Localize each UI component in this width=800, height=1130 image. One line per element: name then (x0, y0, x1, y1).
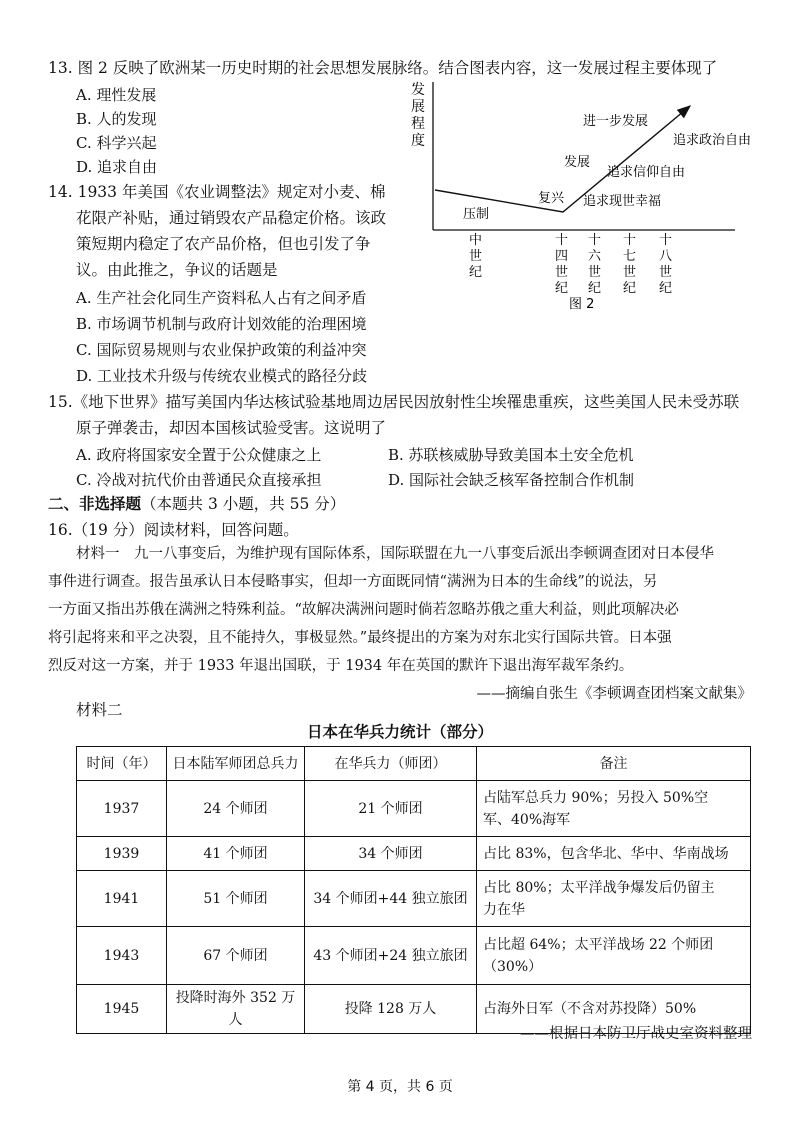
label-further-development: 进一步发展 (583, 114, 649, 129)
cell-year: 1939 (77, 837, 167, 871)
svg-text:四: 四 (555, 249, 569, 264)
table-header-row (77, 747, 751, 781)
x-tick-17th (623, 232, 636, 296)
cell-note: 占比 80%；太平洋战争爆发后仍留主 力在华 (477, 871, 751, 927)
table-row (77, 837, 751, 871)
q14-option-b: B. 市场调节机制与政府计划效能的治理困境 (76, 315, 367, 333)
cell-china: 34 个师团 (305, 837, 477, 871)
svg-text:纪: 纪 (588, 281, 602, 296)
svg-text:世: 世 (659, 265, 673, 280)
svg-text:纪: 纪 (555, 281, 569, 296)
cell-year: 1937 (77, 781, 167, 837)
cell-total: 投降时海外 352 万人 (167, 985, 305, 1034)
cell-note: 占陆军总兵力 90%；另投入 50%空 军、40%海军 (477, 781, 751, 837)
page-number: 第 4 页，共 6 页 (347, 1079, 453, 1095)
q16-stem: 16.（19 分）阅读材料，回答问题。 (48, 521, 299, 539)
table-row (77, 927, 751, 985)
header-note: 备注 (477, 747, 751, 781)
material1-line: 一方面又指出苏俄在满洲之特殊利益。“故解决满洲问题时倘若忽略苏俄之重大利益，则此项解决必 (48, 602, 679, 618)
table-row (77, 781, 751, 837)
y-label-char: 程 (411, 116, 425, 132)
q15-stem-line: 原子弹袭击，却因本国核试验受害。这说明了 (76, 419, 387, 437)
cell-china: 21 个师团 (305, 781, 477, 837)
svg-text:中: 中 (469, 233, 483, 248)
q14-stem-line: 策短期内稳定了农产品价格，但也引发了争 (76, 235, 371, 253)
material1-line: 将引起将来和平之决裂，且不能持久，事极显然。”最终提出的方案为对东北实行国际共管。日本强 (48, 630, 672, 646)
material1-line: 材料一 九一八事变后，为维护现有国际体系，国际联盟在九一八事变后派出李顿调查团对日本侵华 (76, 546, 714, 562)
svg-text:七: 七 (623, 249, 637, 264)
cell-note: 占比超 64%；太平洋战场 22 个师团 （30%） (477, 927, 751, 985)
svg-text:纪: 纪 (623, 281, 637, 296)
troop-statistics-table (76, 746, 751, 1034)
cell-total: 51 个师团 (167, 871, 305, 927)
x-tick-medieval (469, 232, 482, 280)
figure-2-chart (405, 78, 765, 310)
q15-option-a: A. 政府将国家安全置于公众健康之上 (76, 446, 322, 464)
cell-note: 占海外日军（不含对苏投降）50% (477, 985, 751, 1034)
cell-note: 占比 83%，包含华北、华中、华南战场 (477, 837, 751, 871)
cell-total: 41 个师团 (167, 837, 305, 871)
q13-option-b: B. 人的发现 (76, 110, 157, 128)
cell-year: 1941 (77, 871, 167, 927)
svg-text:世: 世 (555, 265, 569, 280)
svg-text:十: 十 (588, 233, 602, 248)
label-political-freedom: 追求政治自由 (673, 133, 752, 148)
figure-caption: 图 2 (569, 297, 595, 310)
q13-option-a: A. 理性发展 (76, 86, 157, 104)
x-tick-14th (555, 232, 568, 296)
q15-option-b: B. 苏联核威胁导致美国本土安全危机 (388, 446, 634, 464)
cell-china: 43 个师团+24 独立旅团 (305, 927, 477, 985)
q14-stem-line: 14. 1933 年美国《农业调整法》规定对小麦、棉 (48, 183, 386, 201)
cell-total: 67 个师团 (167, 927, 305, 985)
q13-stem: 13. 图 2 反映了欧洲某一历史时期的社会思想发展脉络。结合图表内容，这一发展过程主要体现了 (48, 59, 718, 77)
q15-option-d: D. 国际社会缺乏核军备控制合作机制 (388, 471, 635, 489)
x-tick-16th (588, 232, 602, 296)
cell-year: 1943 (77, 927, 167, 985)
table-row (77, 871, 751, 927)
q15-stem-line: 15.《地下世界》描写美国内华达核试验基地周边居民因放射性尘埃罹患重疾，这些美国人民未受苏联 (48, 393, 740, 411)
svg-text:世: 世 (623, 265, 637, 280)
x-tick-18th (659, 232, 672, 296)
q14-option-d: D. 工业技术升级与传统农业模式的路径分歧 (76, 367, 368, 385)
y-label-char: 度 (411, 133, 425, 149)
material2-label: 材料二 (76, 701, 123, 719)
y-label-char: 展 (411, 99, 425, 115)
q13-option-d: D. 追求自由 (76, 158, 158, 176)
table-title: 日本在华兵力统计（部分） (306, 722, 493, 741)
material1-line: 事件进行调查。报告虽承认日本侵略事实，但却一方面既同情“满洲为日本的生命线”的说法，另 (48, 574, 658, 590)
svg-text:世: 世 (469, 249, 483, 264)
q15-option-c: C. 冷战对抗代价由普通民众直接承担 (76, 471, 322, 489)
label-worldly-happiness: 追求现世幸福 (583, 194, 662, 209)
material1-source: ——摘编自张生《李顿调查团档案文献集》 (476, 686, 752, 702)
cell-china: 34 个师团+44 独立旅团 (305, 871, 477, 927)
label-revival: 复兴 (538, 191, 565, 206)
section-2-note: （本题共 3 小题，共 55 分） (141, 495, 346, 513)
svg-text:十: 十 (659, 233, 673, 248)
q14-stem-line: 议。由此推之，争议的话题是 (76, 261, 278, 279)
label-development: 发展 (564, 155, 591, 170)
header-total: 日本陆军师团总兵力 (167, 747, 305, 781)
header-china: 在华兵力（师团） (305, 747, 477, 781)
cell-total: 24 个师团 (167, 781, 305, 837)
svg-text:十: 十 (555, 233, 569, 248)
header-year: 时间（年） (77, 747, 167, 781)
section-2-heading (48, 492, 345, 516)
y-label-char: 发 (411, 82, 425, 98)
material1-line: 烈反对这一方案，并于 1933 年退出国联，于 1934 年在英国的默许下退出海军裁军条约。 (48, 658, 634, 674)
svg-text:纪: 纪 (659, 281, 673, 296)
label-religious-freedom: 追求信仰自由 (607, 165, 686, 180)
cell-year: 1945 (77, 985, 167, 1034)
svg-text:纪: 纪 (469, 265, 483, 280)
q13-option-c: C. 科学兴起 (76, 134, 157, 152)
label-suppression: 压制 (463, 207, 490, 222)
svg-text:六: 六 (588, 249, 602, 264)
section-2-title: 二、非选择题 (48, 494, 142, 513)
svg-text:世: 世 (588, 265, 602, 280)
q14-option-c: C. 国际贸易规则与农业保护政策的利益冲突 (76, 341, 367, 359)
table-source: ——根据日本防卫厅战史室资料整理 (520, 1026, 752, 1042)
q14-stem-line: 花限产补贴，通过销毁农产品稳定价格。该政 (76, 209, 387, 227)
svg-text:八: 八 (659, 249, 673, 264)
svg-text:十: 十 (623, 233, 637, 248)
q14-option-a: A. 生产社会化同生产资料私人占有之间矛盾 (76, 289, 367, 307)
cell-china: 投降 128 万人 (305, 985, 477, 1034)
